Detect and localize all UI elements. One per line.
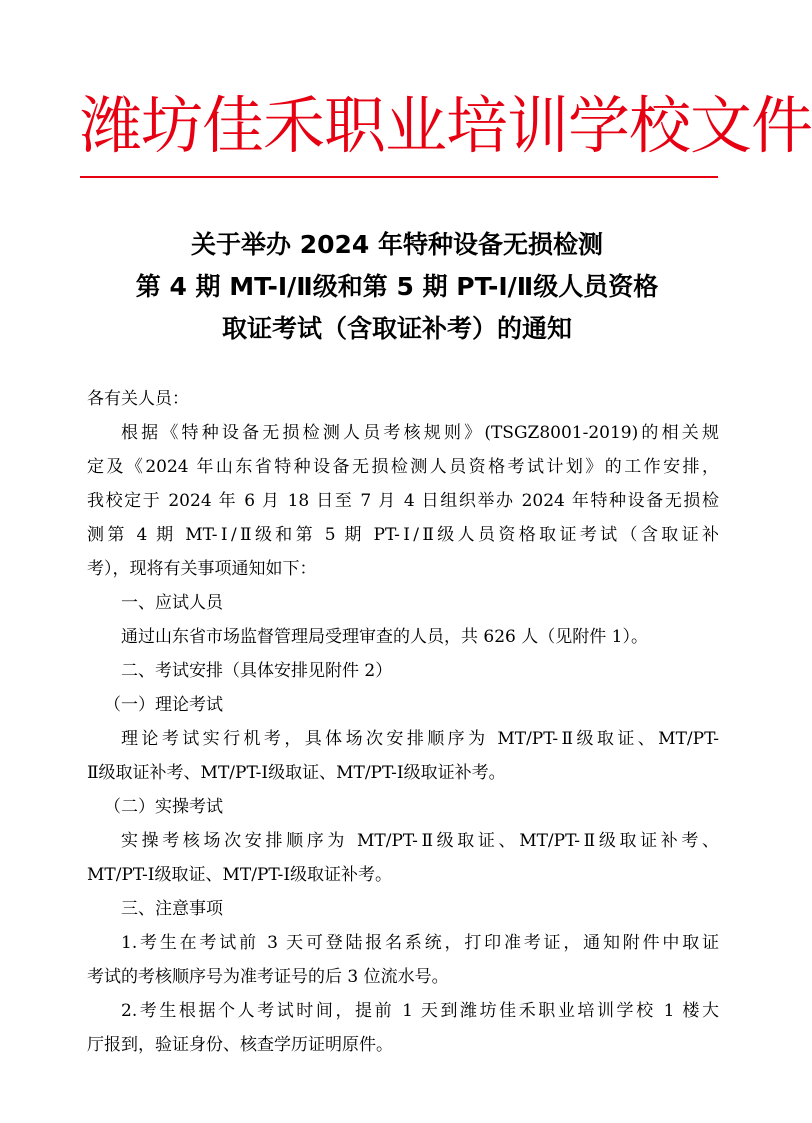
salutation: 各有关人员： [87, 389, 189, 409]
section-2-heading: 二、考试安排（具体安排见附件 2） [121, 661, 393, 681]
section-3-item-2-line-2: 厅报到，验证身份、核查学历证明原件。 [87, 1035, 393, 1055]
section-2-2-text-line-1: 实操考核场次安排顺序为 MT/PT-Ⅱ级取证、MT/PT-Ⅱ级取证补考、 [121, 831, 719, 851]
document-masthead: 潍坊佳禾职业培训学校文件 [80, 89, 812, 162]
title-line-2: 第 4 期 MT-Ⅰ/Ⅱ级和第 5 期 PT-Ⅰ/Ⅱ级人员资格 [135, 272, 659, 301]
section-2-2-heading: （二）实操考试 [104, 797, 223, 817]
section-2-2-text-line-2: MT/PT-Ⅰ级取证、MT/PT-Ⅰ级取证补考。 [87, 865, 393, 885]
intro-line-1: 根据《特种设备无损检测人员考核规则》(TSGZ8001-2019)的相关规 [121, 423, 719, 443]
section-2-1-heading: （一）理论考试 [104, 695, 223, 715]
notice-title [60, 224, 734, 350]
intro-line-2: 定及《2024 年山东省特种设备无损检测人员资格考试计划》的工作安排， [87, 457, 719, 477]
section-3-item-1-line-1: 1.考生在考试前 3 天可登陆报名系统，打印准考证，通知附件中取证 [121, 933, 719, 953]
masthead-red-rule [80, 176, 718, 178]
title-line-3: 取证考试（含取证补考）的通知 [221, 314, 572, 343]
section-3-heading: 三、注意事项 [121, 899, 223, 919]
notice-body [87, 382, 719, 1062]
section-1-heading: 一、应试人员 [121, 593, 223, 613]
intro-line-3: 我校定于 2024 年 6 月 18 日至 7 月 4 日组织举办 2024 年特种设备无损检 [87, 491, 719, 511]
intro-line-4: 测第 4 期 MT-Ⅰ/Ⅱ级和第 5 期 PT-Ⅰ/Ⅱ级人员资格取证考试（含取证补 [87, 525, 719, 545]
title-line-1: 关于举办 2024 年特种设备无损检测 [191, 230, 603, 259]
section-2-1-text-line-1: 理论考试实行机考，具体场次安排顺序为 MT/PT-Ⅱ级取证、MT/PT- [121, 729, 719, 749]
section-1-text: 通过山东省市场监督管理局受理审查的人员，共 626 人（见附件 1）。 [121, 627, 648, 647]
section-3-item-1-line-2: 考试的考核顺序号为准考证号的后 3 位流水号。 [87, 967, 449, 987]
section-2-1-text-line-2: Ⅱ级取证补考、MT/PT-Ⅰ级取证、MT/PT-Ⅰ级取证补考。 [87, 763, 506, 783]
intro-line-5: 考），现将有关事项通知如下： [87, 559, 317, 579]
section-3-item-2-line-1: 2.考生根据个人考试时间，提前 1 天到潍坊佳禾职业培训学校 1 楼大 [121, 1001, 719, 1021]
